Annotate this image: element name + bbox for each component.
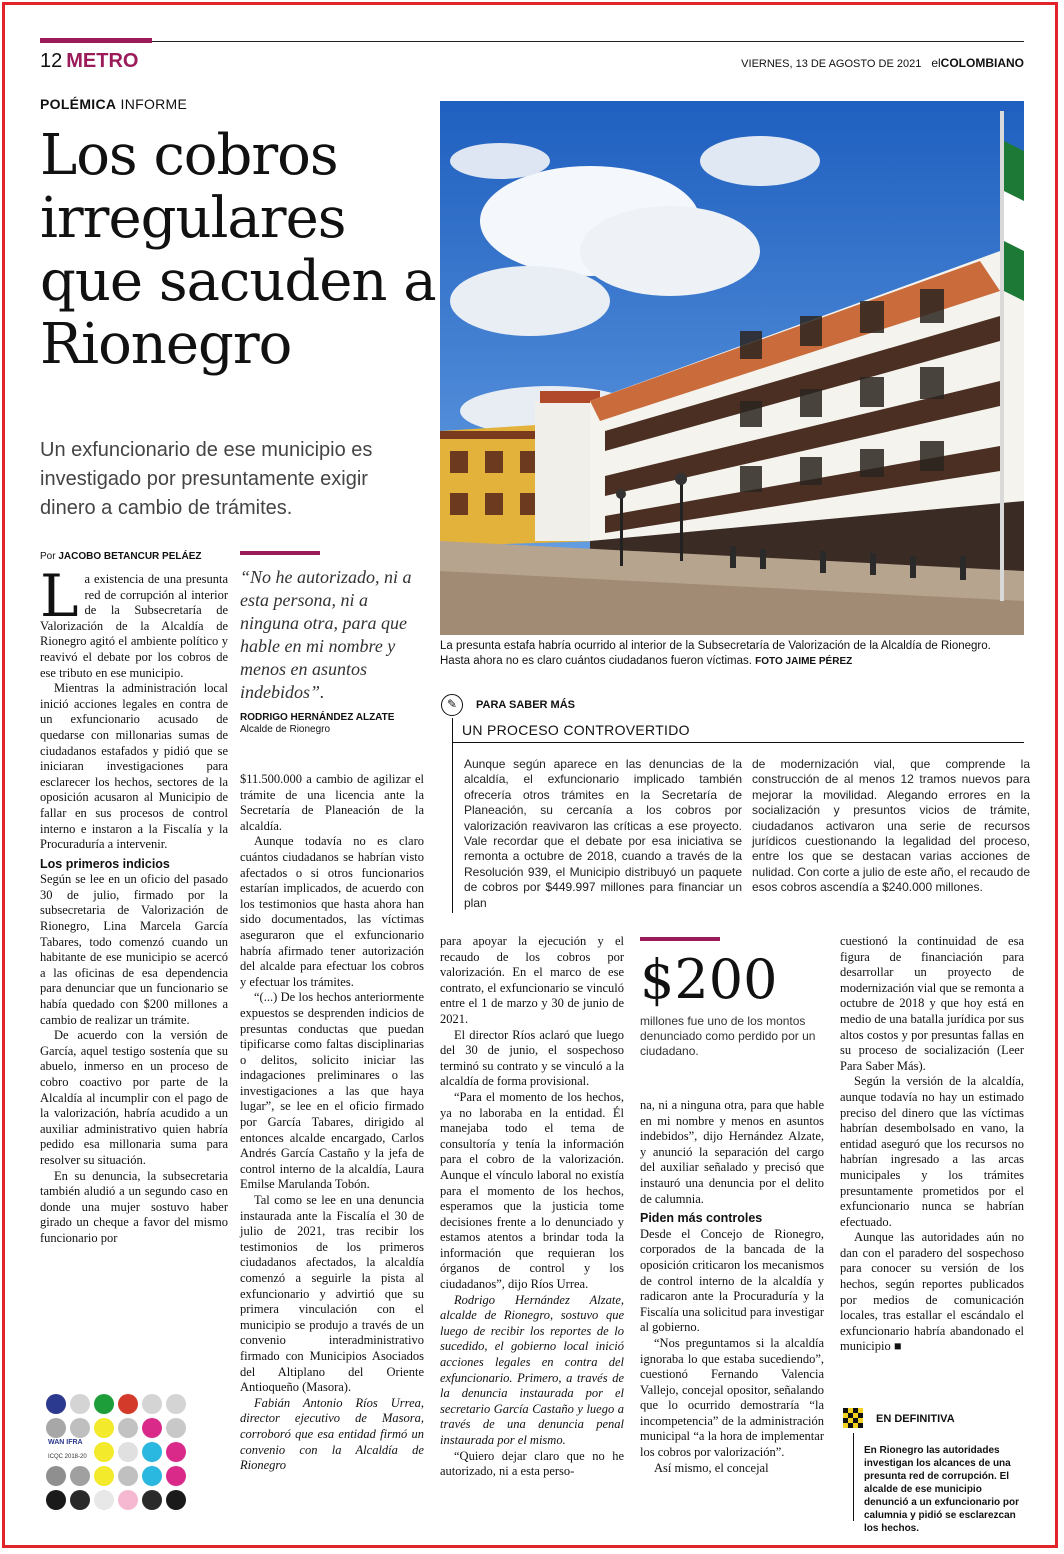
article-column-1: La existencia de una presunta red de corrupción al interior de la Subsecretaría de Valorización de la Alcaldía de Rionegro agitó el ambiente político y reavivó el debate por los cobros de ese tributo en ese municipio. Mientras la administración local inició acciones legales en contra de un exfuncionario acusado de quedarse con millonarias sumas de ciudadanos estafados y pidió que se iniciaran investigaciones para esclarecer los hechos, sectores de la oposición acusaron al Municipio de fallar en sus procesos de control interno e instaron a la Fiscalía y la Procuraduría a intervenir. Los primeros indicios Según se lee en un oficio del pasado 30 de julio, firmado por la subsecretaria de Valorización de Rionegro, Lina Marcela García Tabares, todo comenzó cuando un habitante de ese municipio se acercó a las oficinas de esa dependencia para denunciar que un funcionario se había quedado con $200 millones a cambio de realizar un trámite. De acuerdo con la versión de García, aquel testigo sostenía que su abuelo, inmerso en un proceso de cobro coactivo por parte de la Alcaldía al incumplir con el pago de la valorización, habría acudido a un auxiliar administrativo quien habría pedido esa millonaria suma para resolver su situación. En su denuncia, la subsecretaria también aludió a un segundo caso en donde una mujer sostuvo haber girado un cheque a favor del mismo funcionario por <box>40 562 228 1245</box>
header-rule <box>40 41 1024 42</box>
sidebar-column-1: Aunque según aparece en las denuncias de la alcaldía, el exfuncionario implicado también ofrecería otros trámites en la Secretaría de Planeación, su cercanía a los cobros por valorización reavivaron las críticas a ese proyecto. Vale recordar que el debate por esa iniciativa se remonta a octubre de 2018, cuando a través de la Resolución 939, el Municipio distribuyó un paquete de cobros por $449.997 millones para financiar un plan <box>464 757 742 910</box>
town-hall-photo <box>440 101 1024 635</box>
issue-date: VIERNES, 13 DE AGOSTO DE 2021 <box>741 58 922 70</box>
kicker: POLÉMICA INFORME <box>40 96 188 112</box>
pullquote: “No he autorizado, ni a esta persona, ni a ninguna otra, para que hable en mi nombre y menos en asuntos indebidos”. <box>240 567 412 702</box>
sidebar-label: PARA SABER MÁS <box>476 699 576 711</box>
drop-cap: L <box>40 562 79 630</box>
checkered-flag-icon <box>843 1408 863 1428</box>
colorbar-cert: ICQC 2018-20 <box>48 1454 87 1460</box>
en-definitiva-label: EN DEFINITIVA <box>876 1413 955 1425</box>
en-definitiva-text: En Rionegro las autoridades investigan los alcances de una presunta red de corrupción. El alcalde de ese municipio denunció a un exfuncionario por calumnia y pidió se esclarezcan los hechos. <box>864 1445 1020 1534</box>
subhead-primeros-indicios: Los primeros indicios <box>40 856 170 871</box>
header-accent-bar <box>40 38 152 43</box>
section-name: METRO <box>66 50 139 72</box>
pullquote-name: RODRIGO HERNÁNDEZ ALZATE <box>240 712 395 723</box>
sidebar-title: UN PROCESO CONTROVERTIDO <box>462 722 690 738</box>
sidebar-rule-horizontal <box>452 742 1024 743</box>
deck: Un exfuncionario de ese municipio es investigado por presuntamente exigir dinero a cambio de trámites. <box>40 439 373 519</box>
brand-logo: elCOLOMBIANO <box>931 56 1024 70</box>
sidebar-column-2: de modernización vial, que comprende la construcción de al menos 12 tramos nuevos para mejorar la movilidad. Alegando errores en la socialización y presuntos vicios de trámite, ciudadanos activaron una serie de recursos jurídicos cuestionando la legalidad del proceso, entre los que se destacan varias acciones de nulidad. Con corte a julio de este año, el recaudo de esos cobros ascendía a $240.000 millones. <box>752 757 1030 895</box>
figure-bar <box>640 937 720 941</box>
photo-credit: FOTO JAIME PÉREZ <box>755 656 853 667</box>
article-column-4: na, ni a ninguna otra, para que hable en mi nombre y menos en asuntos indebidos”, dijo Hernández Alzate, y anunció la separación del cargo del auxiliar señalado y precisó que instauró una denuncia por el delito de calumnia. Piden más controles Desde el Concejo de Rionegro, corporados de la bancada de la oposición criticaron los mecanismos de control interno de la alcaldía y radicaron ante la Procuraduría y la Fiscalía una solicitud para investigar al gobierno. “Nos preguntamos si la alcaldía ignoraba lo que estaba sucediendo”, cuestionó Fernando Valencia Vallejo, concejal opositor, señalando que lo ocurrido demostraría “la incompetencia” de la administración municipal “a la hora de implementar los cobros por valorización”. Así mismo, el concejal <box>640 1098 824 1475</box>
page-number: 12 <box>40 50 63 72</box>
subhead-piden-mas-controles: Piden más controles <box>640 1211 763 1226</box>
article-column-3: para apoyar la ejecución y el recaudo de los cobros por valorización. En el marco de ese contrato, el exfuncionario se vinculó entre el 1 de marzo y 30 de junio de 2021. El director Ríos aclaró que luego del 30 de junio, el sospechoso terminó su contrato y se vinculó a la alcaldía de forma provisional. “Para el momento de los hechos, ya no laboraba en la entidad. Él manejaba todo el tema de consultoría y tenía la información para el cobro de la valorización. Aunque el vínculo laboral no existía para el momento de los hechos, esperamos que la justicia tome decisiones frente a lo denunciado y estamos atentos a brindar toda la información que requieran los órganos de control y los ciudadanos”, dijo Ríos Urrea. Rodrigo Hernández Alzate, alcalde de Rionegro, sostuvo que luego de recibir los reportes de lo sucedido, el gobierno local inició acciones legales en contra del exfuncionario. Primero, a través de la denuncia instaurada por el secretario García Castaño y luego a través de una denuncia penal instaurada por el mismo. “Quiero dejar claro que no he autorizado, ni a esta perso- <box>440 934 624 1479</box>
pin-icon: ✎ <box>441 694 463 716</box>
en-definitiva-rule <box>853 1433 854 1521</box>
dateline <box>741 56 1024 70</box>
photo-illustration <box>440 101 1024 635</box>
figure-number: $200 <box>640 948 778 1011</box>
figure-text: millones fue uno de los montos denunciado como perdido por un ciudadano. <box>640 1014 816 1058</box>
article-column-5: cuestionó la continuidad de esa figura de financiación para desarrollar un proyecto de modernización vial que se remonta a octubre de 2018 y que hoy está en medio de una batalla jurídica por sus altos costos y por presuntas fallas en su proceso de socialización (Leer Para Saber Más). Según la versión de la alcaldía, aunque todavía no hay un estimado preciso del dinero que las víctimas habrían desembolsado en vano, la entidad aseguró que los recursos no habrían ingresado a las arcas municipales y los trámites presuntamente prometidos por el exfuncionario nunca se habrían efectuado. Aunque las autoridades aún no dan con el paradero del sospechoso para conocer su versión de los hechos, según reportes publicados por medios de comunicación locales, tras estallar el escándalo el exfuncionario habría abandonado el municipio ■ <box>840 934 1024 1354</box>
headline: Los cobros irregulares que sacuden a Rionegro <box>40 123 436 377</box>
pullquote-bar <box>240 551 320 555</box>
page-section <box>40 50 138 73</box>
photo-caption: La presunta estafa habría ocurrido al interior de la Subsecretaría de Valorización de la Alcaldía de Rionegro. Hasta ahora no es claro cuántos ciudadanos fueron víctimas. FOTO JAIME PÉREZ <box>440 640 991 667</box>
print-color-bar <box>44 1392 192 1512</box>
article-column-2: $11.500.000 a cambio de agilizar el trámite de una licencia ante la Secretaría de Planeación de la alcaldía. Aunque todavía no es claro cuántos ciudadanos se habrían visto afectados o si otros funcionarios estarían implicados, de acuerdo con los testimonios que hasta ahora han sido documentados, las víctimas aseguraron que el exfuncionario habría afirmado tener autorización del alcalde para efectuar los cobros y efectuar los trámites. “(...) De los hechos anteriormente expuestos se desprenden indicios de presuntas conductas que puedan tipificarse como faltas disciplinarias o delitos, solicito iniciar las indagaciones preliminares o las investigaciones a las que haya lugar”, se lee en el oficio firmado por García Tabares, dirigido al entonces alcalde encargado, Carlos Andrés García Castaño y la jefa de control interno de la alcaldía, Laura Emilse Marulanda Tobón. Tal como se lee en una denuncia instaurada ante la Fiscalía el 30 de julio de 2021, tras recibir los testimonios de los primeros ciudadanos afectados, la alcaldía comenzó a seguirle la pista al exfuncionario y advirtió que su primera vinculación con el municipio se produjo a través de un convenio interadministrativo firmado con Municipios Asociados del Altiplano del Oriente Antioqueño (Masora). Fabián Antonio Ríos Urrea, director ejecutivo de Masora, corroboró que esa entidad firmó un convenio con la Alcaldía de Rionegro <box>240 772 424 1473</box>
pullquote-role: Alcalde de Rionegro <box>240 724 331 735</box>
colorbar-logo: WAN IFRA <box>48 1439 83 1446</box>
byline: Por JACOBO BETANCUR PELÁEZ <box>40 551 202 562</box>
sidebar-rule-vertical <box>452 718 453 913</box>
